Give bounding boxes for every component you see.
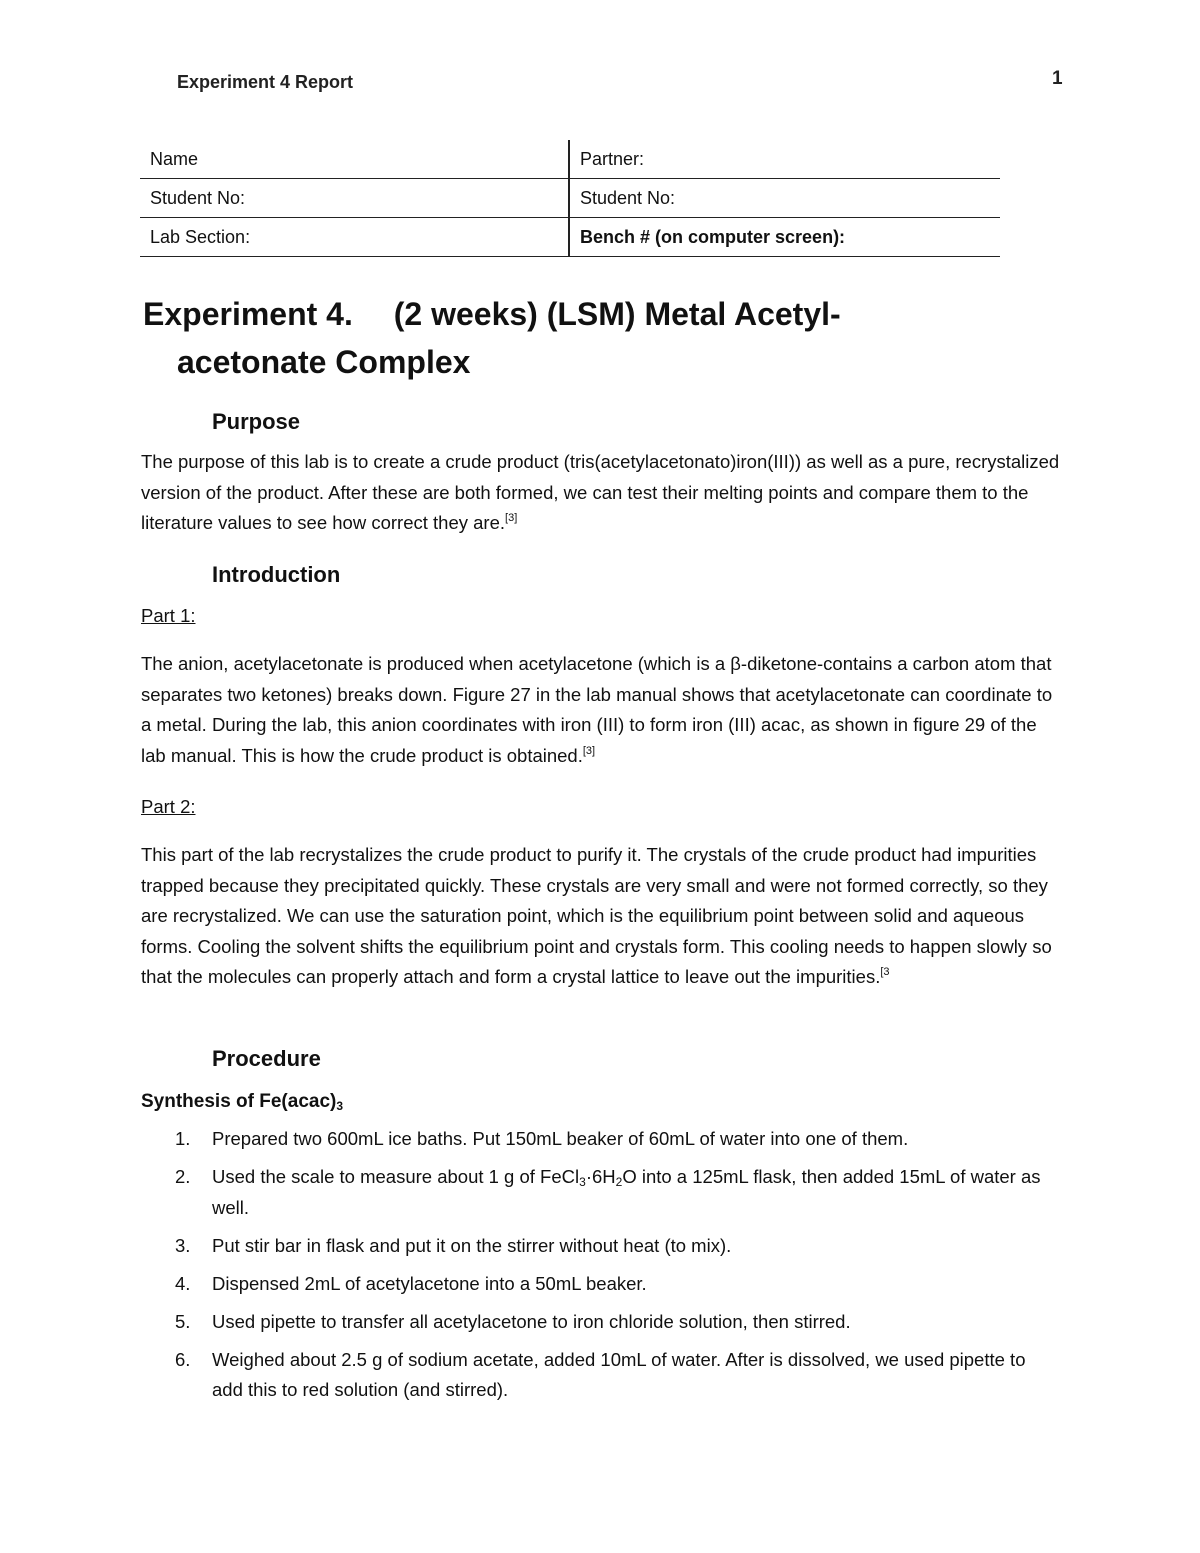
list-item: 4. Dispensed 2mL of acetylacetone into a 50mL beaker. (175, 1272, 647, 1294)
part-1-paragraph (141, 649, 1061, 771)
list-item: 1. Prepared two 600mL ice baths. Put 150mL beaker of 60mL of water into one of them. (175, 1128, 909, 1149)
lab-section-cell: Lab Section: (140, 218, 569, 257)
purpose-text: The purpose of this lab is to create a crude product (tris(acetylacetonato)iron(III)) as well as a pure, recrystalized version of the product. After these are both formed, we can test their melting points and compare them to the literature values to see how correct they are. (141, 451, 1060, 533)
running-header: Experiment 4 Report (177, 72, 354, 92)
list-item: 5. Used pipette to transfer all acetylacetone to iron chloride solution, then stirred. (175, 1310, 851, 1332)
table-row (140, 218, 1000, 257)
table-row (140, 140, 1000, 179)
bench-cell: Bench # (on computer screen): (569, 218, 1000, 257)
title-line-2: acetonate Complex (177, 344, 471, 380)
citation: [3] (582, 744, 596, 757)
procedure-steps (141, 1124, 1061, 1413)
page-number: 1 (1052, 68, 1063, 89)
name-cell: Name (140, 140, 569, 179)
introduction-heading: Introduction (212, 562, 341, 587)
citation: [3 (880, 966, 890, 978)
part-2-label: Part 2: (141, 796, 196, 817)
purpose-paragraph (141, 447, 1061, 539)
procedure-heading: Procedure (212, 1046, 321, 1071)
partner-student-no-cell: Student No: (569, 179, 1000, 218)
document-title (143, 290, 1043, 386)
purpose-heading: Purpose (212, 409, 301, 434)
student-no-cell: Student No: (140, 179, 569, 218)
table-row (140, 179, 1000, 218)
title-line-1: Experiment 4. (2 weeks) (LSM) Metal Acetyl- (143, 296, 841, 332)
part-2-text: This part of the lab recrystalizes the crude product to purify it. The crystals of the crude product had impurities trapped because they precipitated quickly. These crystals are very small and were not formed correctly, so they are recrystalized. We can use the saturation point, which is the equilibrium point between solid and aqueous forms. Cooling the solvent shifts the equilibrium point and crystals form. This cooling needs to happen slowly so that the molecules can properly attach and form a crystal lattice to leave out the impurities. (141, 844, 1052, 987)
list-item: 3. Put stir bar in flask and put it on the stirrer without heat (to mix). (175, 1234, 732, 1256)
part-2-paragraph (141, 840, 1061, 993)
list-item: 6. Weighed about 2.5 g of sodium acetate, added 10mL of water. After is dissolved, we used pipette to add this to red solution (and stirred). (175, 1348, 1026, 1400)
part-1-label: Part 1: (141, 605, 196, 626)
list-item: 2. Used the scale to measure about 1 g of $FeCl_3\cdot 6H_2O$ into a 125mL flask, then added 15mL of water as well. (175, 1166, 1041, 1218)
synthesis-subheading: Synthesis of $Fe(acac)_3$ (141, 1091, 344, 1113)
student-info-table (140, 140, 1000, 257)
partner-cell: Partner: (569, 140, 1000, 179)
part-1-text: The anion, acetylacetonate is produced when acetylacetone (which is a β-diketone-contains a carbon atom that separates two ketones) breaks down. Figure 27 in the lab manual shows that acetylacetonate can coordinate to a metal. During the lab, this anion coordinates with iron (III) to form iron (III) acac, as shown in figure 29 of the lab manual. This is how the crude product is obtained. (141, 653, 1053, 766)
citation: [3] (505, 512, 518, 524)
